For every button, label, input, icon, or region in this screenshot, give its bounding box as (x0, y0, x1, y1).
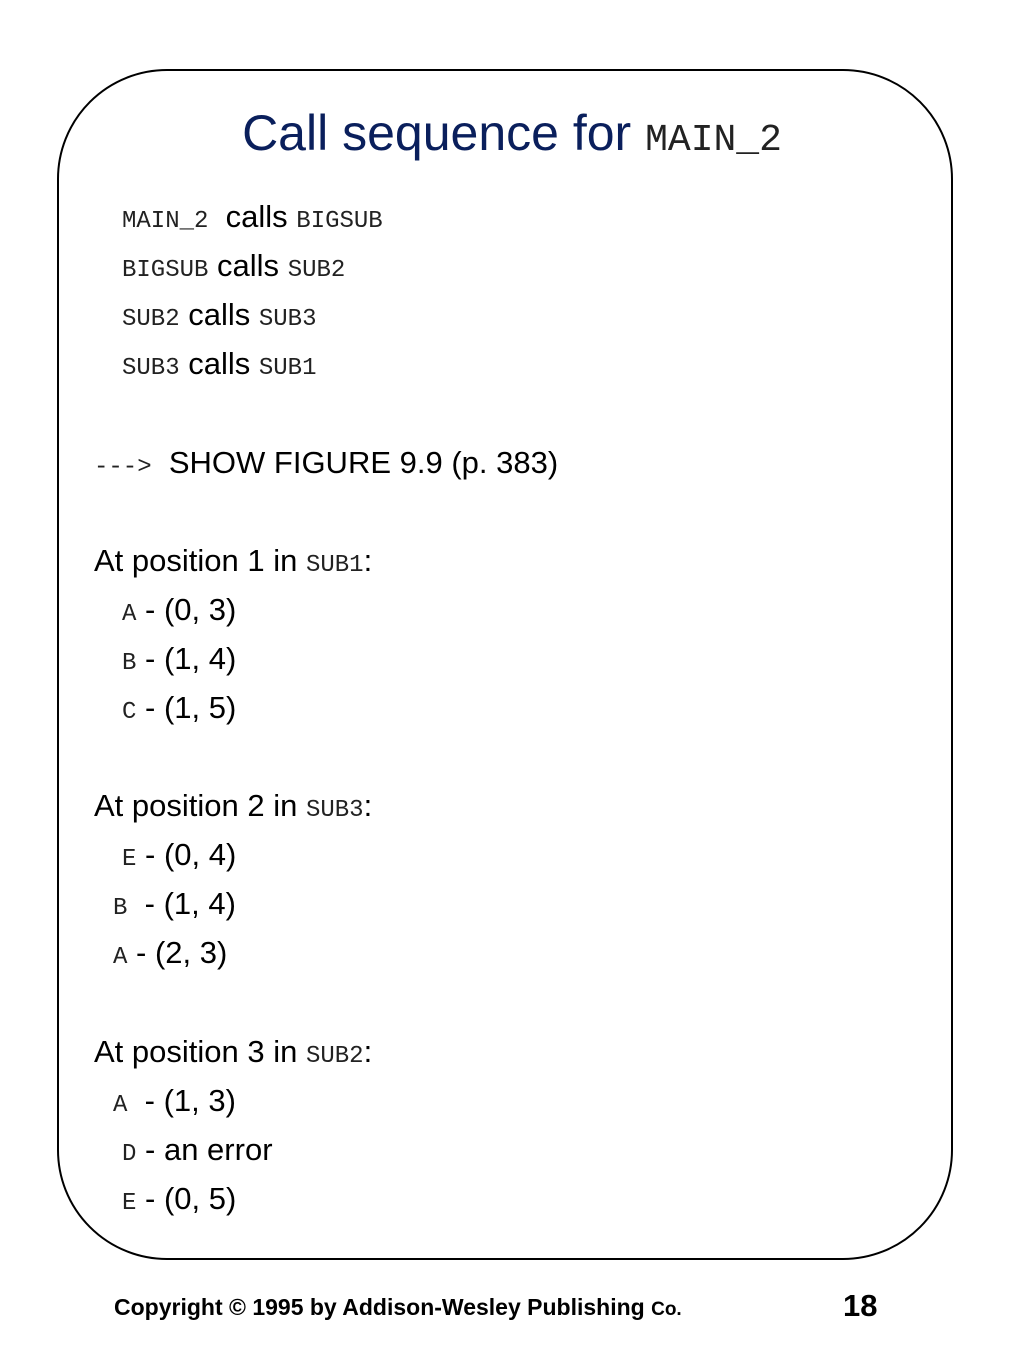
copyright-text: Copyright © 1995 by Addison-Wesley Publishing (114, 1294, 645, 1320)
position-label: At position 3 in (94, 1034, 306, 1069)
call-line (122, 344, 316, 389)
variable-item (122, 1130, 273, 1175)
variable-item (113, 1081, 236, 1126)
position-sub: SUB2 (305, 1043, 364, 1070)
variable-item (122, 688, 236, 733)
callee: SUB2 (287, 257, 346, 284)
position-heading (94, 541, 372, 586)
callee: SUB1 (258, 355, 317, 382)
calls-word: calls (188, 297, 251, 332)
call-line (122, 295, 316, 340)
copyright-co: Co. (651, 1299, 682, 1320)
variable-name: D (122, 1141, 137, 1168)
position-sub: SUB3 (305, 797, 364, 824)
position-heading (94, 1032, 372, 1077)
position-heading (94, 786, 372, 831)
title-text: Call sequence for (242, 105, 646, 161)
variable-value: - (1, 4) (144, 886, 236, 921)
variable-item (113, 933, 227, 978)
calls-word: calls (225, 199, 288, 234)
variable-item (122, 1179, 236, 1224)
variable-value: - (1, 5) (145, 690, 237, 725)
arrow: ---> (94, 454, 152, 481)
position-colon: : (363, 1034, 373, 1069)
position-colon: : (363, 788, 373, 823)
variable-value: - (1, 3) (144, 1083, 236, 1118)
caller: BIGSUB (122, 257, 209, 284)
calls-word: calls (188, 346, 251, 381)
variable-value: - (1, 4) (145, 641, 237, 676)
call-line (122, 246, 345, 291)
caller: SUB2 (122, 306, 180, 333)
variable-item (122, 590, 236, 635)
variable-name: E (122, 1190, 137, 1217)
caller: MAIN_2 (122, 208, 209, 235)
variable-name: A (113, 944, 128, 971)
caller: SUB3 (122, 355, 180, 382)
position-colon: : (363, 543, 373, 578)
variable-value: - (0, 4) (145, 837, 237, 872)
variable-item (122, 835, 236, 880)
show-figure-text: SHOW FIGURE 9.9 (p. 383) (168, 445, 559, 480)
variable-name: B (113, 895, 128, 922)
variable-name: A (113, 1092, 128, 1119)
variable-name: A (122, 601, 137, 628)
variable-name: B (122, 650, 137, 677)
variable-value: - (2, 3) (136, 935, 228, 970)
variable-item (113, 884, 236, 929)
variable-item (122, 639, 236, 684)
call-line (122, 197, 383, 242)
variable-name: C (122, 699, 137, 726)
copyright-footer (114, 1294, 682, 1321)
position-label: At position 1 in (94, 543, 306, 578)
show-figure-line (94, 443, 558, 488)
variable-value: - (0, 5) (145, 1181, 237, 1216)
calls-word: calls (217, 248, 280, 283)
variable-value: - (0, 3) (145, 592, 237, 627)
callee: BIGSUB (296, 208, 383, 235)
page-number: 18 (843, 1288, 878, 1323)
callee: SUB3 (258, 306, 317, 333)
title-code: MAIN_2 (645, 119, 782, 162)
variable-value: - an error (145, 1132, 273, 1167)
position-label: At position 2 in (94, 788, 306, 823)
variable-name: E (122, 846, 137, 873)
position-sub: SUB1 (305, 552, 364, 579)
slide-title (0, 104, 1024, 162)
